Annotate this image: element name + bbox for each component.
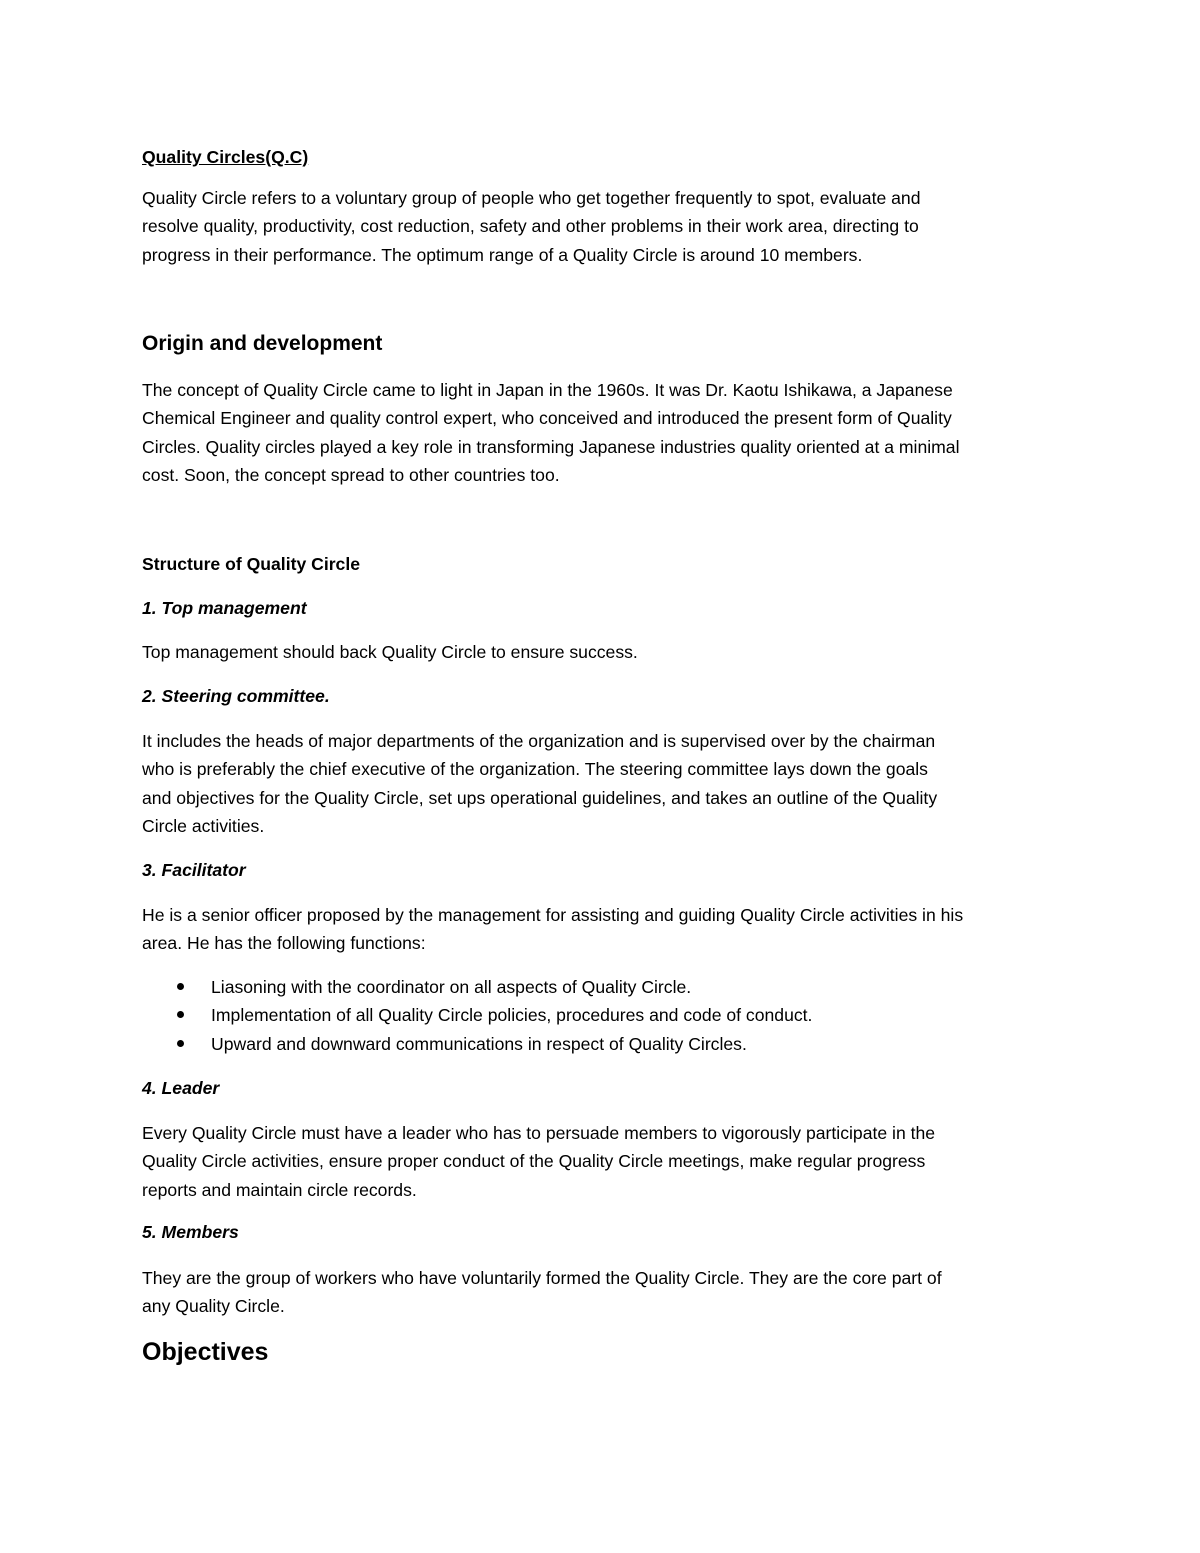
facilitator-heading: 3. Facilitator	[142, 860, 246, 880]
facilitator-paragraph	[142, 901, 1072, 958]
intro-paragraph	[142, 184, 1072, 269]
paragraph-line: The concept of Quality Circle came to light in Japan in the 1960s. It was Dr. Kaotu Ishikawa, a Japanese	[142, 380, 953, 400]
paragraph-line: any Quality Circle.	[142, 1296, 285, 1317]
paragraph-line: Circles. Quality circles played a key role in transforming Japanese industries quality oriented at a minimal	[142, 436, 960, 457]
paragraph-line: It includes the heads of major departments of the organization and is supervised over by the chairman	[142, 731, 936, 751]
paragraph-line: resolve quality, productivity, cost reduction, safety and other problems in their work area, directing to	[142, 216, 919, 237]
steering-committee-paragraph	[142, 727, 1072, 841]
document-title: Quality Circles(Q.C)	[142, 147, 309, 167]
facilitator-functions-list	[142, 973, 812, 1058]
members-heading: 5. Members	[142, 1222, 239, 1242]
paragraph-line: Top management should back Quality Circle to ensure success.	[142, 642, 638, 662]
paragraph-line: who is preferably the chief executive of the organization. The steering committee lays down the goals	[142, 759, 928, 780]
list-item: Liasoning with the coordinator on all aspects of Quality Circle.	[142, 973, 812, 1001]
paragraph-line: cost. Soon, the concept spread to other countries too.	[142, 465, 560, 486]
paragraph-line: Quality Circle activities, ensure proper conduct of the Quality Circle meetings, make regular progress	[142, 1151, 926, 1172]
leader-paragraph	[142, 1119, 1072, 1204]
paragraph-line: He is a senior officer proposed by the management for assisting and guiding Quality Circle activities in his	[142, 905, 964, 925]
paragraph-line: Circle activities.	[142, 816, 265, 837]
steering-committee-heading: 2. Steering committee.	[142, 686, 330, 706]
origin-paragraph	[142, 376, 1072, 490]
paragraph-line: Chemical Engineer and quality control expert, who conceived and introduced the present form of Quality	[142, 408, 952, 429]
paragraph-line: They are the group of workers who have voluntarily formed the Quality Circle. They are the core part of	[142, 1268, 942, 1288]
bullet-icon	[177, 1040, 184, 1047]
list-item: Upward and downward communications in respect of Quality Circles.	[142, 1030, 812, 1058]
paragraph-line: and objectives for the Quality Circle, set ups operational guidelines, and takes an outline of the Quality	[142, 787, 938, 808]
origin-heading: Origin and development	[142, 332, 383, 355]
bullet-icon	[177, 1011, 184, 1018]
objectives-heading: Objectives	[142, 1338, 269, 1366]
paragraph-line: Quality Circle refers to a voluntary group of people who get together frequently to spot, evaluate and	[142, 188, 921, 208]
leader-heading: 4. Leader	[142, 1078, 220, 1098]
paragraph-line: progress in their performance. The optimum range of a Quality Circle is around 10 members.	[142, 244, 863, 265]
top-management-heading: 1. Top management	[142, 598, 307, 618]
paragraph-line: area. He has the following functions:	[142, 933, 426, 954]
members-paragraph	[142, 1264, 1072, 1321]
bullet-icon	[177, 983, 184, 990]
paragraph-line: reports and maintain circle records.	[142, 1179, 417, 1200]
structure-heading: Structure of Quality Circle	[142, 554, 361, 574]
list-item: Implementation of all Quality Circle policies, procedures and code of conduct.	[142, 1001, 812, 1029]
paragraph-line: Every Quality Circle must have a leader who has to persuade members to vigorously participate in the	[142, 1123, 936, 1143]
top-management-paragraph	[142, 638, 1072, 666]
